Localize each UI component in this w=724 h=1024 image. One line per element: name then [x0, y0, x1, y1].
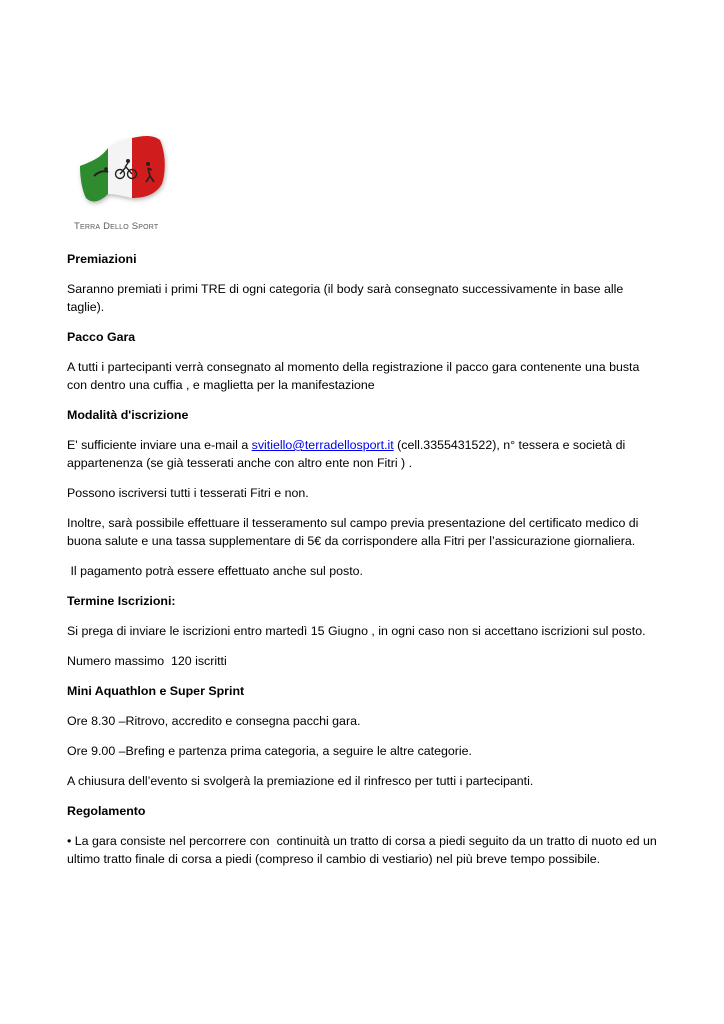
modalita-paragraph — [67, 436, 657, 472]
modalita-text-after: (cell.3355431522), n° tessera e società di appartenenza (se già tesserati anche con altro ente non Fitri ) . — [67, 438, 626, 470]
mini-text-3: A chiusura dell’evento si svolgerà la premiazione ed il rinfresco per tutti i partecipanti. — [67, 774, 534, 788]
modalita-text-3: Inoltre, sarà possibile effettuare il tesseramento sul campo previa presentazione del certificato medico di buona salute e una tassa supplementare di 5€ da corrispondere alla Fitri per l’assicurazione giornaliera. — [67, 516, 639, 548]
modalita-text-2: Possono iscriversi tutti i tesserati Fitri e non. — [67, 486, 309, 500]
termine-text-1: Si prega di inviare le iscrizioni entro martedì 15 Giugno , in ogni caso non si accettano iscrizioni sul posto. — [67, 624, 646, 638]
mini-aquathlon-heading: Mini Aquathlon e Super Sprint — [67, 684, 245, 698]
pacco-gara-heading: Pacco Gara — [67, 330, 136, 344]
termine-text-2: Numero massimo 120 iscritti — [67, 654, 227, 668]
regolamento-text: • La gara consiste nel percorrere con continuità un tratto di corsa a piedi seguito da un tratto di nuoto ed un ultimo tratto finale di corsa a piedi (compreso il cambio di vestiario) nel più breve tempo possibile. — [67, 834, 661, 866]
premiazioni-heading: Premiazioni — [67, 252, 137, 266]
logo-wordmark: Terra Dello Sport — [74, 221, 159, 232]
modalita-text-4: Il pagamento potrà essere effettuato anche sul posto. — [67, 564, 363, 578]
pacco-gara-text: A tutti i partecipanti verrà consegnato al momento della registrazione il pacco gara contenente una busta con dentro una cuffia , e maglietta per la manifestazione — [67, 360, 640, 392]
mini-text-1: Ore 8.30 –Ritrovo, accredito e consegna pacchi gara. — [67, 714, 361, 728]
premiazioni-text: Saranno premiati i primi TRE di ogni categoria (il body sarà consegnato successivamente in base alle taglie). — [67, 282, 624, 314]
document-body — [67, 250, 661, 880]
mini-text-2: Ore 9.00 –Brefing e partenza prima categoria, a seguire le altre categorie. — [67, 744, 472, 758]
regolamento-heading: Regolamento — [67, 804, 146, 818]
modalita-text-before: E' sufficiente inviare una e-mail a — [67, 438, 252, 452]
termine-iscrizioni-heading: Termine Iscrizioni: — [67, 594, 176, 608]
email-link[interactable]: svitiello@terradellosport.it — [251, 438, 394, 452]
flag-athletes-icon — [76, 132, 172, 216]
modalita-iscrizione-heading: Modalità d'iscrizione — [67, 408, 189, 422]
terra-dello-sport-logo — [68, 128, 180, 236]
